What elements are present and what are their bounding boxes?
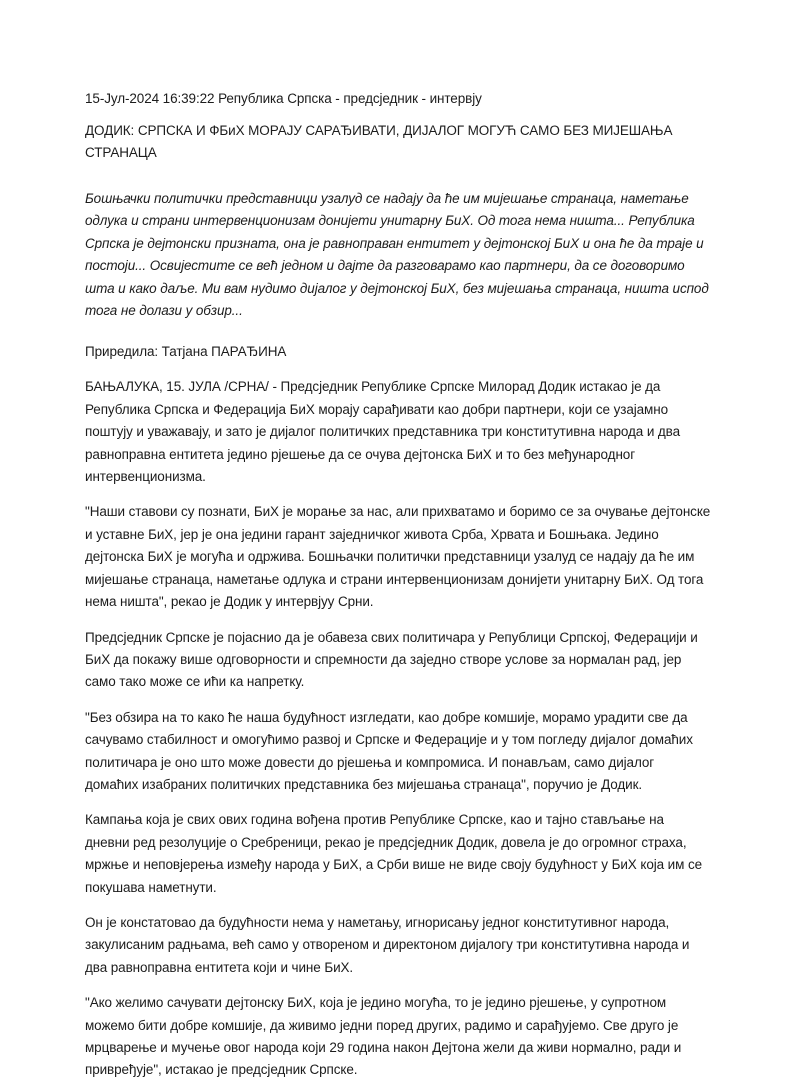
body-paragraph: "Наши ставови су познати, БиХ је морање за нас, али прихватамо и боримо се за очување дејтонске и уставне БиХ, јер је она једини гарант заједничког живота Срба, Хрвата и Бошњака. Једино дејтонска БиХ је могућа и одржива. Бошњачки политички представници узалуд се надају да ће им мијешање странаца, наметање одлука и страни интервенционизам донијети унитарну БиХ. Од тога нема ништа", рекао је Додик у интервјуу Срни. — [85, 504, 711, 610]
article-lead-quote: Бошњачки политички представници узалуд се надају да ће им мијешање странаца, наметање одлука и страни интервенционизам донијети унитарну БиХ. Од тога нема ништа... Република Српска је дејтонски призната, она је равноправан ентитет у дејтонској БиХ и она ће да траје и постоји... Освијестите се већ једном и дајте да разговарамо као партнери, да се договоримо шта и како даље. Ми вам нудимо дијалог у дејтонској БиХ, без мијешања странаца, ништа испод тога не долази у обзир... — [85, 191, 709, 319]
article-body — [85, 376, 711, 1081]
body-paragraph: Предсједник Српске је појаснио да је обавеза свих политичара у Републици Српској, Федерацији и БиХ да покажу више одговорности и спремности да заједно створе услове за нормалан рад, јер само тако може се ићи ка напретку. — [85, 629, 698, 690]
body-paragraph: Кампања која је свих ових година вођена против Републике Српске, као и тајно стављање на дневни ред резолуције о Сребреници, рекао је предсједник Додик, довела је до огромног страха, мржње и неповјерења између народа у БиХ, а Срби више не виде своју будућност у БиХ која им се покушава наметнути. — [85, 812, 703, 895]
body-paragraph: "Ако желимо сачувати дејтонску БиХ, која је једино могућа, то је једино рјешење, у супротном можемо бити добре комшије, да живимо једни поред других, радимо и сарађујемо. Све друго је мрцварење и мучење овог народа који 29 година након Дејтона жели да живи нормално, ради и привређује", истакао је предсједник Српске. — [85, 995, 682, 1078]
body-paragraph: "Без обзира на то како ће наша будућност изгледати, као добре комшије, морамо урадити све да сачувамо стабилност и омогућимо развој и Српске и Федерације и у том погледу дијалог домаћих политичара је оно што може довести до рјешења и компромиса. И понављам, само дијалог домаћих изабраних политичких представника без мијешања странаца", поручио је Додик. — [85, 709, 693, 792]
body-paragraph: Он је констатовао да будућности нема у наметању, игнорисању једног конститутивног народа, закулисаним радњама, већ само у отвореном и директоном дијалогу три конститутивна народа и два равноправна ентитета који и чине БиХ. — [85, 914, 690, 975]
document-header-dateline: 15-Јул-2024 16:39:22 Република Српска - предсједник - интервју — [85, 91, 482, 106]
article-title: ДОДИК: СРПСКА И ФБиХ МОРАЈУ САРАЂИВАТИ, ДИЈАЛОГ МОГУЋ САМО БЕЗ МИЈЕШАЊА СТРАНАЦА — [85, 123, 673, 160]
article-byline: Приредила: Татјана ПАРАЂИНА — [85, 344, 287, 360]
body-paragraph: БАЊАЛУКА, 15. ЈУЛА /СРНА/ - Предсједник Републике Српске Милорад Додик истакао је да Република Српска и Федерација БиХ морају сарађивати као добри партнери, који се узајамно поштују и уважавају, и зато је дијалог политичких представника три конститутивна народа и два равноправна ентитета једино рјешење да се очува дејтонска БиХ и то без међународног интервенционизма. — [85, 379, 681, 485]
